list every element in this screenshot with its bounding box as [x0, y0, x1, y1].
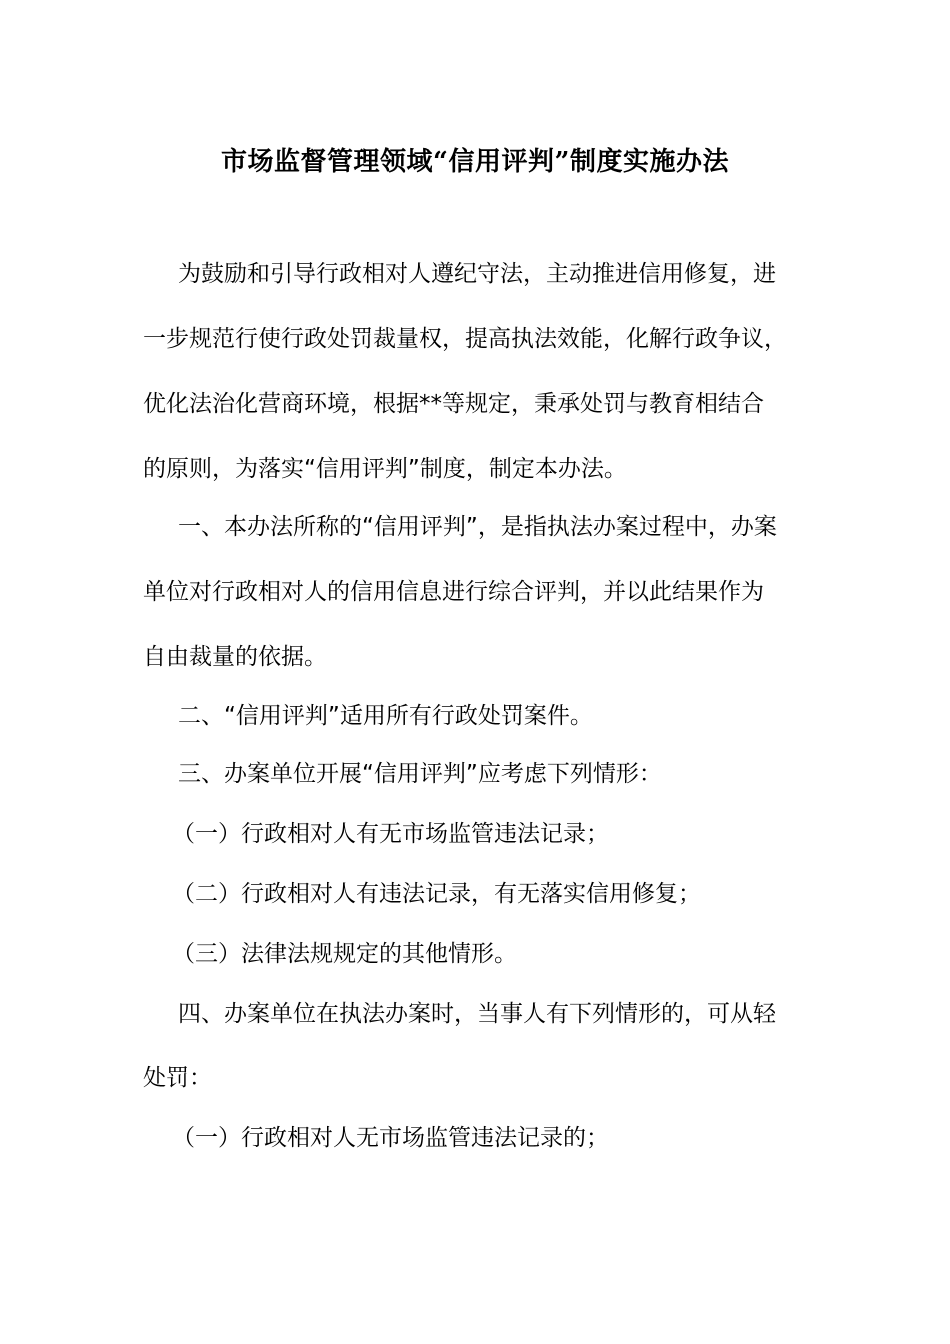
- list-item: （一）行政相对人有无市场监管违法记录；: [172, 821, 609, 847]
- body-line: 单位对行政相对人的信用信息进行综合评判，并以此结果作为: [143, 579, 764, 605]
- section-three-line: 三、办案单位开展“信用评判”应考虑下列情形：: [178, 761, 662, 787]
- section-two-line: 二、“信用评判”适用所有行政处罚案件。: [178, 703, 593, 729]
- section-one-line: 一、本办法所称的“信用评判”，是指执法办案过程中，办案: [178, 514, 777, 540]
- body-line: 一步规范行使行政处罚裁量权，提高执法效能，化解行政争议，: [143, 326, 787, 352]
- list-item: （二）行政相对人有违法记录，有无落实信用修复；: [172, 881, 701, 907]
- body-line: 的原则，为落实“信用评判”制度，制定本办法。: [143, 456, 627, 482]
- section-four-line: 四、办案单位在执法办案时，当事人有下列情形的，可从轻: [178, 1001, 776, 1027]
- body-line: 自由裁量的依据。: [143, 644, 327, 670]
- list-item: （三）法律法规规定的其他情形。: [172, 941, 517, 967]
- body-line: 优化法治化营商环境，根据**等规定，秉承处罚与教育相结合: [143, 391, 764, 417]
- document-title: 市场监督管理领域“信用评判”制度实施办法: [221, 147, 729, 177]
- body-line: 为鼓励和引导行政相对人遵纪守法，主动推进信用修复，进: [178, 261, 776, 287]
- list-item: （一）行政相对人无市场监管违法记录的；: [172, 1125, 609, 1151]
- body-line: 处罚：: [143, 1065, 212, 1091]
